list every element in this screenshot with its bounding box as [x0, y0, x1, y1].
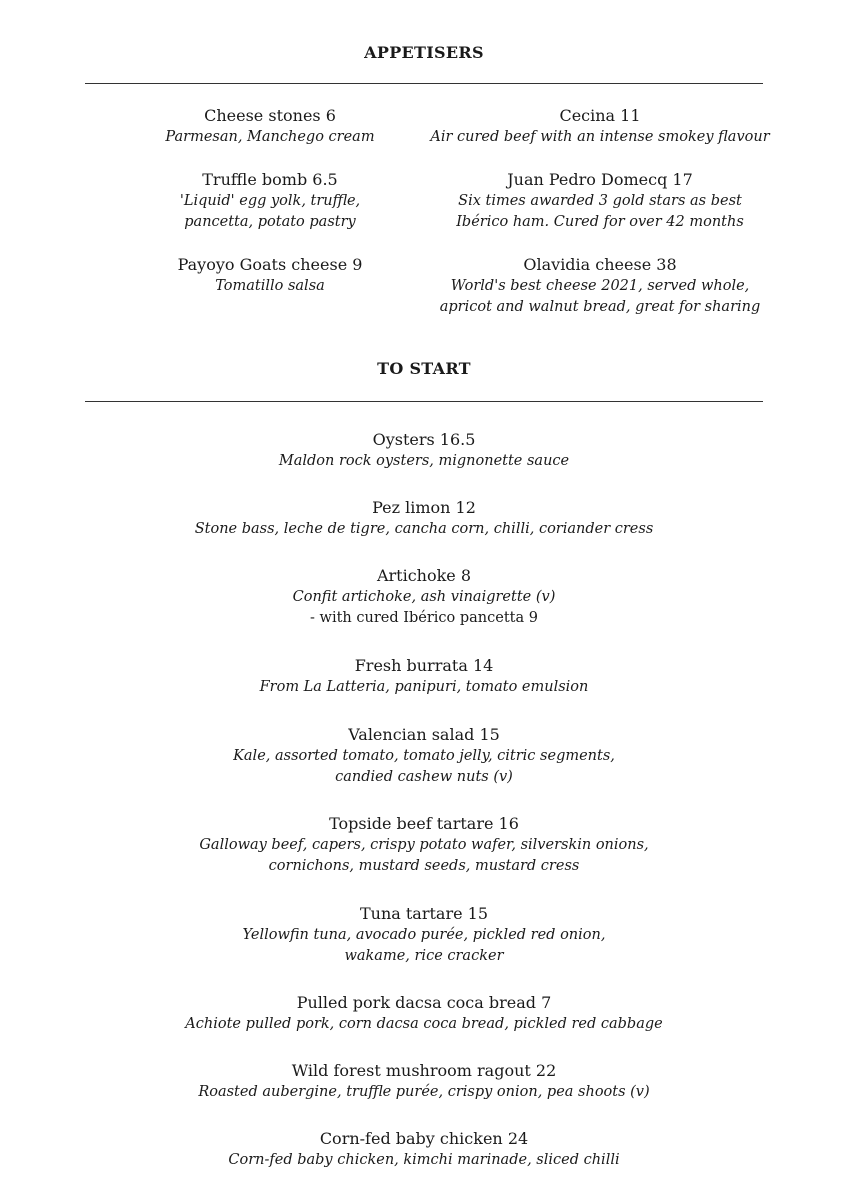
item-extra-option: - with cured Ibérico pancetta 9 [310, 610, 538, 626]
item-name: Juan Pedro Domecq 17 [507, 170, 693, 189]
menu-item [0, 903, 848, 967]
appetisers-heading: APPETISERS [364, 43, 484, 62]
item-name: Pulled pork dacsa coca bread 7 [296, 993, 552, 1012]
item-name: Cecina 11 [559, 106, 641, 125]
menu-item [0, 1060, 848, 1103]
item-description: Air cured beef with an intense smokey flavour [430, 129, 770, 145]
item-description: Tomatillo salsa [215, 278, 325, 294]
item-name: Pez limon 12 [372, 498, 476, 517]
item-description: Roasted aubergine, truffle purée, crispy onion, pea shoots (v) [198, 1084, 650, 1100]
item-description: Maldon rock oysters, mignonette sauce [278, 453, 570, 469]
item-name: Cheese stones 6 [204, 106, 336, 125]
item-description: Galloway beef, capers, crispy potato wafer, silverskin onions, [199, 837, 649, 853]
item-description: 'Liquid' egg yolk, truffle, [179, 193, 361, 209]
menu-item [0, 992, 848, 1035]
menu-item [0, 724, 848, 788]
item-name: Corn-fed baby chicken 24 [319, 1129, 529, 1148]
menu-item [0, 429, 848, 472]
item-description: From La Latteria, panipuri, tomato emulsion [259, 679, 589, 695]
item-description: apricot and walnut bread, great for sharing [439, 299, 761, 315]
item-description: Corn-fed baby chicken, kimchi marinade, sliced chilli [228, 1152, 620, 1168]
item-description: Stone bass, leche de tigre, cancha corn, chilli, coriander cress [194, 521, 654, 537]
item-name: Tuna tartare 15 [359, 904, 489, 923]
item-name: Topside beef tartare 16 [329, 814, 519, 833]
item-description: Parmesan, Manchego cream [165, 129, 375, 145]
item-description: World's best cheese 2021, served whole, [450, 278, 750, 294]
item-description: Confit artichoke, ash vinaigrette (v) [292, 589, 556, 605]
item-name: Valencian salad 15 [348, 725, 500, 744]
item-name: Payoyo Goats cheese 9 [177, 255, 363, 274]
item-name: Artichoke 8 [376, 566, 472, 585]
item-name: Truffle bomb 6.5 [202, 170, 338, 189]
menu-item [0, 655, 848, 698]
item-description: cornichons, mustard seeds, mustard cress [268, 858, 580, 874]
item-description: Kale, assorted tomato, tomato jelly, citric segments, [233, 748, 615, 764]
menu-item [0, 813, 848, 877]
item-description: pancetta, potato pastry [184, 214, 356, 230]
to-start-heading: TO START [377, 359, 471, 378]
item-name: Olavidia cheese 38 [523, 255, 677, 274]
menu-item [0, 565, 848, 629]
item-name: Wild forest mushroom ragout 22 [291, 1061, 557, 1080]
item-name: Oysters 16.5 [372, 430, 476, 449]
item-description: candied cashew nuts (v) [335, 769, 513, 785]
item-description: Yellowfin tuna, avocado purée, pickled red onion, [242, 927, 606, 943]
item-description: Achiote pulled pork, corn dacsa coca bread, pickled red cabbage [185, 1016, 663, 1032]
menu-item [0, 1128, 848, 1171]
item-name: Fresh burrata 14 [354, 656, 494, 675]
item-description: Ibérico ham. Cured for over 42 months [456, 214, 744, 230]
item-description: wakame, rice cracker [344, 948, 504, 964]
menu-item [0, 497, 848, 540]
item-description: Six times awarded 3 gold stars as best [458, 193, 742, 209]
